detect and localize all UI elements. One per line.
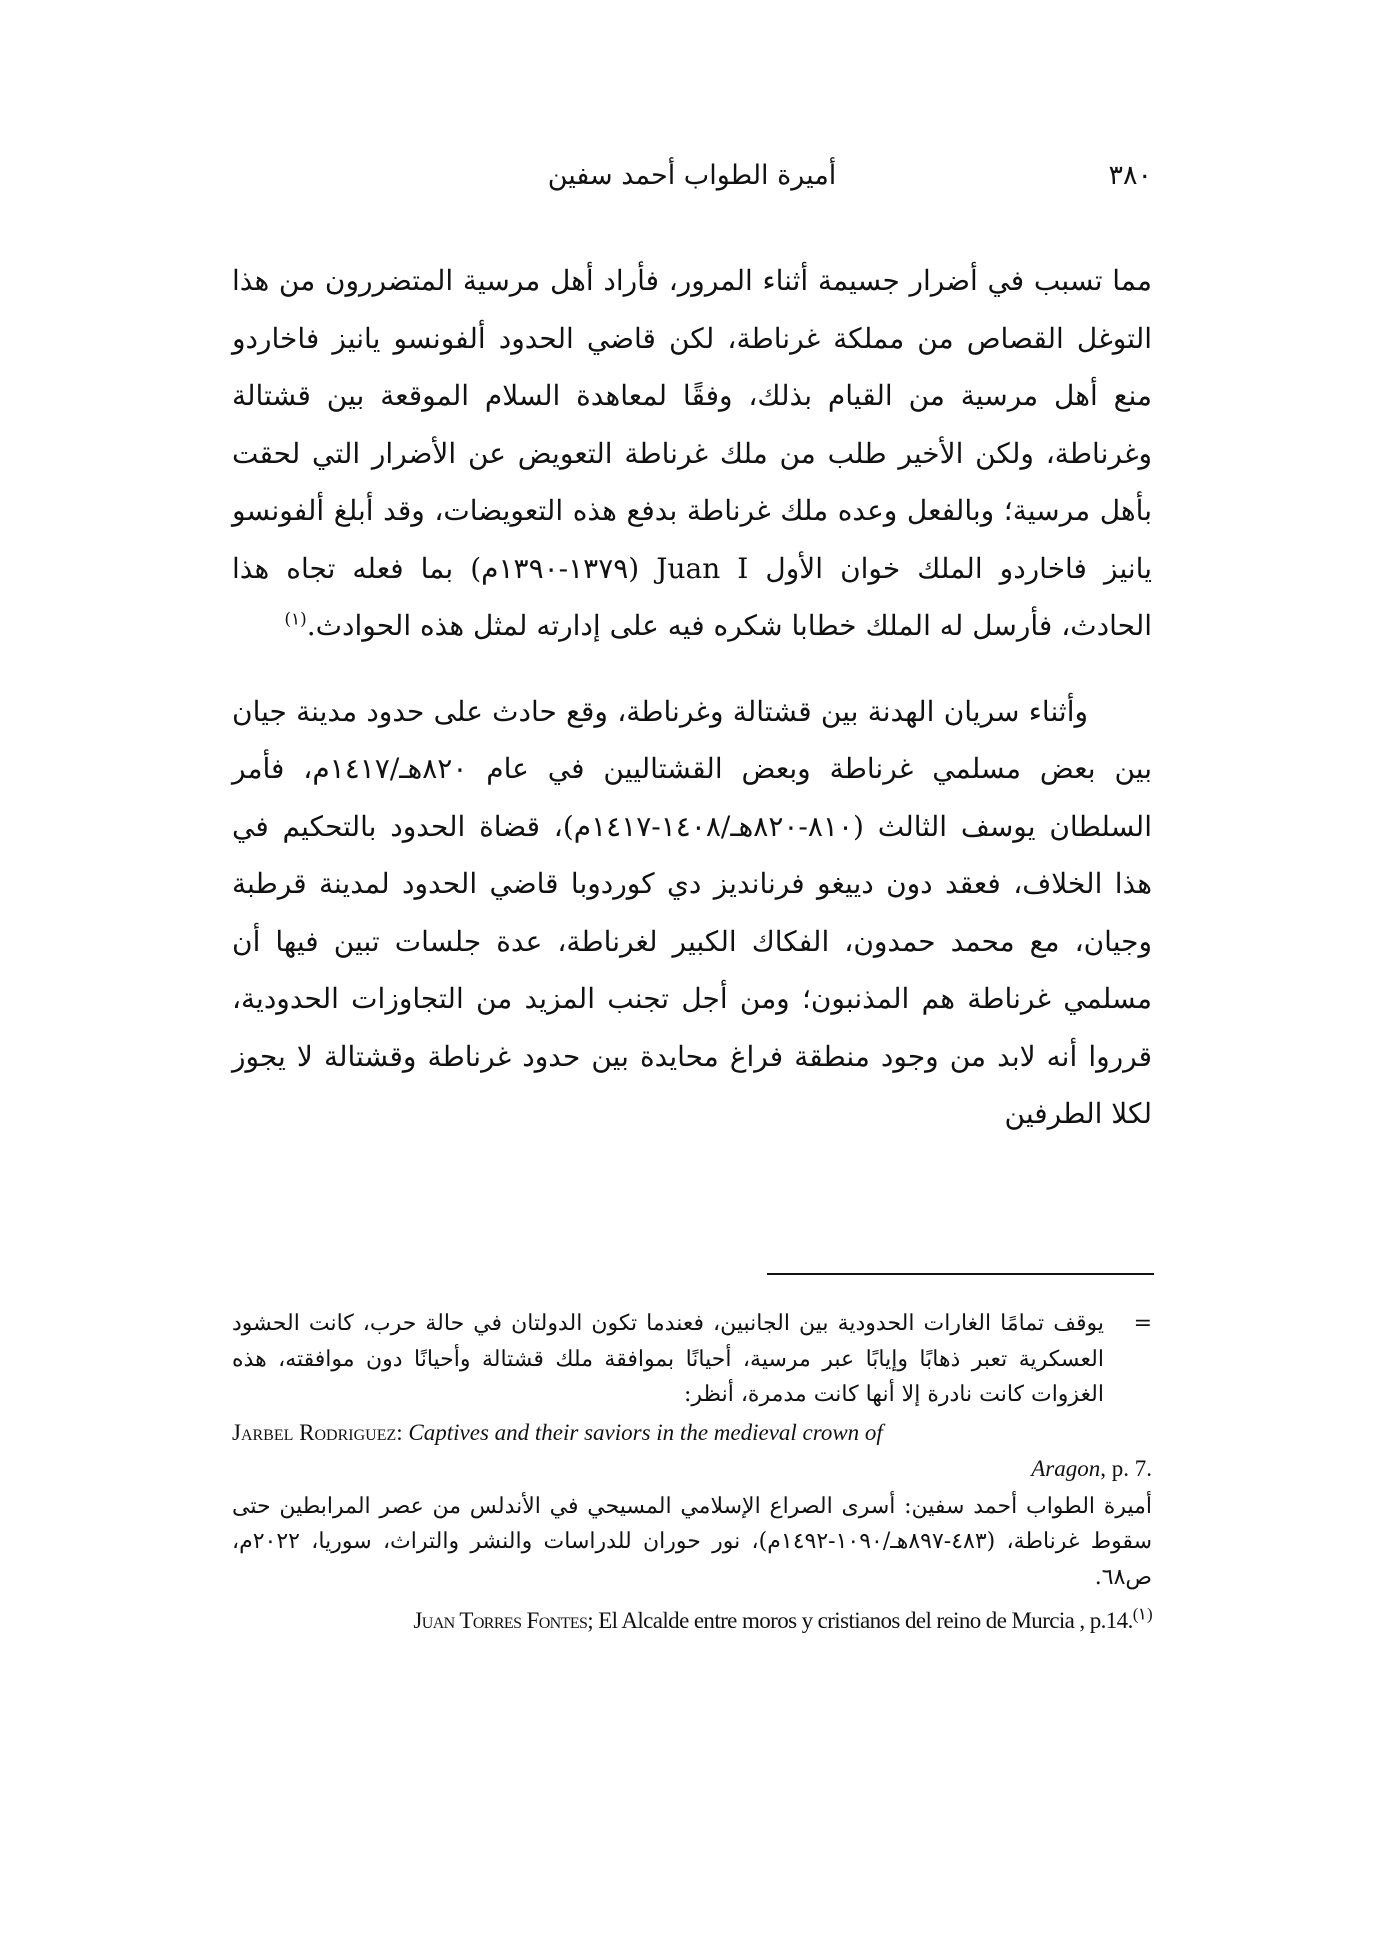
- continuation-text: يوقف تمامًا الغارات الحدودية بين الجانبين، فعندما تكون الدولتان في حالة حرب، كانت الحشود العسكرية تعبر ذهابًا وإيابًا عبر مرسية، أحيانًا بموافقة ملك قشتالة وأحيانًا دون موافقته، هذه الغزوات كانت نادرة إلا أنها كانت مدمرة، أنظر:: [232, 1311, 1104, 1407]
- page-header: [232, 160, 1152, 212]
- footnotes: [232, 1306, 1152, 1639]
- reference-title-part-2: Aragon: [1031, 1455, 1101, 1481]
- reference-rodriguez-line-1: [232, 1415, 1152, 1451]
- footnote-separator: [767, 1273, 1154, 1275]
- footnote-1-author: Juan Torres Fontes: [413, 1608, 588, 1633]
- footnote-1-text: ; El Alcalde entre moros y cristianos del reino de Murcia , p.14.: [587, 1608, 1133, 1633]
- footnote-1: [232, 1603, 1152, 1639]
- footnote-continuation: [232, 1306, 1152, 1413]
- running-title: أميرة الطواب أحمد سفين: [547, 160, 837, 191]
- paragraph-2: وأثناء سريان الهدنة بين قشتالة وغرناطة، وقع حادث على حدود مدينة جيان بين بعض مسلمي غرناطة وبعض القشتاليين في عام ٨٢٠هـ/١٤١٧م، فأمر السلطان يوسف الثالث (٨١٠-٨٢٠هـ/١٤٠٨-١٤١٧م)، قضاة الحدود بالتحكيم في هذا الخلاف، فعقد دون دييغو فرنانديز دي كوردوبا قاضي الحدود لمدينة قرطبة وجيان، مع محمد حمدون، الفكاك الكبير لغرناطة، عدة جلسات تبين فيها أن مسلمي غرناطة هم المذنبون؛ ومن أجل تجنب المزيد من التجاوزات الحدودية، قرروا أنه لابد من وجود منطقة فراغ محايدة بين حدود غرناطة وقشتالة لا يجوز لكلا الطرفين: [232, 694, 1153, 1130]
- page-number: ٣٨٠: [1108, 160, 1152, 191]
- reference-rodriguez-line-2: [232, 1451, 1152, 1487]
- reference-page: , p. 7.: [1100, 1455, 1152, 1481]
- reference-sufain: أميرة الطواب أحمد سفين: أسرى الصراع الإسلامي المسيحي في الأندلس من عصر المرابطين حتى سقوط غرناطة، (٤٨٣-٨٩٧هـ/١٠٩٠-١٤٩٢م)، نور حوران للدراسات والنشر والتراث، سوريا، ٢٠٢٢م، ص٦٨.: [232, 1493, 1152, 1590]
- continuation-marker: =: [1133, 1311, 1152, 1336]
- footnote-1-marker: (١): [1132, 1604, 1152, 1624]
- main-text: [232, 252, 1152, 1143]
- paragraph-1: [232, 252, 1152, 655]
- reference-rodriguez: [232, 1415, 1152, 1487]
- paragraph-1-text: مما تسبب في أضرار جسيمة أثناء المرور، فأراد أهل مرسية المتضررون من هذا التوغل القصاص من مملكة غرناطة، لكن قاضي الحدود ألفونسو يانيز فاخاردو منع أهل مرسية من القيام بذلك، وفقًا لمعاهدة السلام الموقعة بين قشتالة وغرناطة، ولكن الأخير طلب من ملك غرناطة التعويض عن الأضرار التي لحقت بأهل مرسية؛ وبالفعل وعده ملك غرناطة بدفع هذه التعويضات، وقد أبلغ ألفونسو يانيز فاخاردو الملك خوان الأول Juan I (١٣٧٩-١٣٩٠م) بما فعله تجاه هذا الحادث، فأرسل له الملك خطابا شكره فيه على إدارته لمثل هذه الحوادث.: [232, 264, 1153, 642]
- reference-separator: :: [396, 1419, 409, 1445]
- footnote-ref-1[interactable]: (١): [284, 609, 307, 630]
- reference-author: Jarbel Rodriguez: [232, 1419, 397, 1445]
- reference-title-part-1: Captives and their saviors in the medieval crown of: [408, 1419, 883, 1445]
